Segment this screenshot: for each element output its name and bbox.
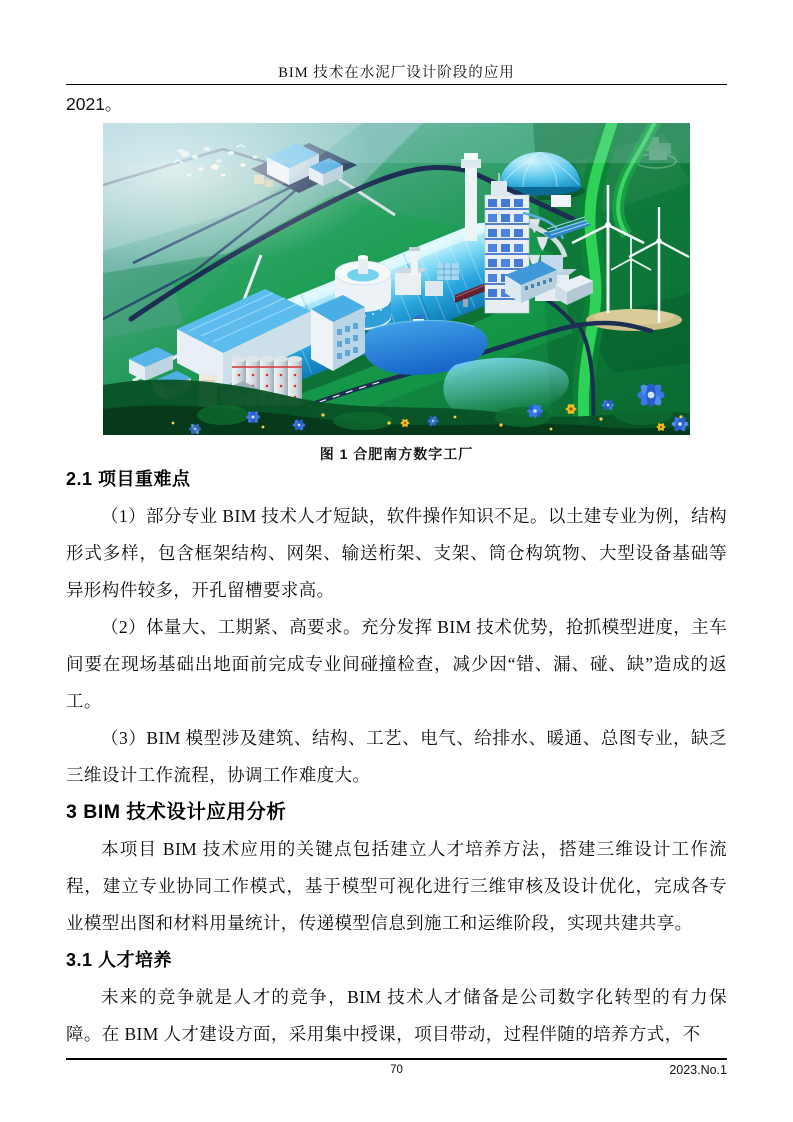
section-heading-3: 3 BIM 技术设计应用分析 bbox=[66, 801, 287, 823]
factory-illustration bbox=[103, 123, 690, 435]
running-header-title: BIM 技术在水泥厂设计阶段的应用 bbox=[278, 65, 515, 81]
body-paragraph: 未来的竞争就是人才的竞争，BIM 技术人才储备是公司数字化转型的有力保障。在 BIM 人才建设方面，采用集中授课，项目带动，过程伴随的培养方式，不 bbox=[66, 987, 727, 1044]
section-heading-2-1: 2.1 项目重难点 bbox=[66, 469, 191, 489]
header-rule bbox=[66, 84, 727, 85]
article-body bbox=[66, 461, 727, 1053]
footer-rule bbox=[66, 1058, 727, 1060]
paragraph-continuation: 2021。 bbox=[66, 94, 123, 114]
issue-label: 2023.No.1 bbox=[669, 1063, 727, 1077]
figure-caption: 图 1 合肥南方数字工厂 bbox=[319, 446, 474, 462]
body-paragraph: （1）部分专业 BIM 技术人才短缺，软件操作知识不足。以土建专业为例，结构形式多样，包含框架结构、网架、输送桁架、支架、筒仓构筑物、大型设备基础等异形构件较多，开孔留槽要求高。 bbox=[66, 506, 727, 600]
factory-3d-rendering-image bbox=[103, 123, 690, 435]
figure-1 bbox=[103, 123, 690, 464]
body-paragraph: （3）BIM 模型涉及建筑、结构、工艺、电气、给排水、暖通、总图专业，缺乏三维设计工作流程，协调工作难度大。 bbox=[66, 728, 727, 785]
page-number: 70 bbox=[390, 1064, 403, 1076]
body-paragraph: 本项目 BIM 技术应用的关键点包括建立人才培养方法，搭建三维设计工作流程，建立专业协同工作模式，基于模型可视化进行三维审核及设计优化，完成各专业模型出图和材料用量统计，传递模型信息到施工和运维阶段，实现共建共享。 bbox=[66, 839, 727, 933]
body-paragraph: （2）体量大、工期紧、高要求。充分发挥 BIM 技术优势，抢抓模型进度，主车间要在现场基础出地面前完成专业间碰撞检查，减少因“错、漏、碰、缺”造成的返工。 bbox=[66, 617, 727, 711]
section-heading-3-1: 3.1 人才培养 bbox=[66, 950, 173, 970]
